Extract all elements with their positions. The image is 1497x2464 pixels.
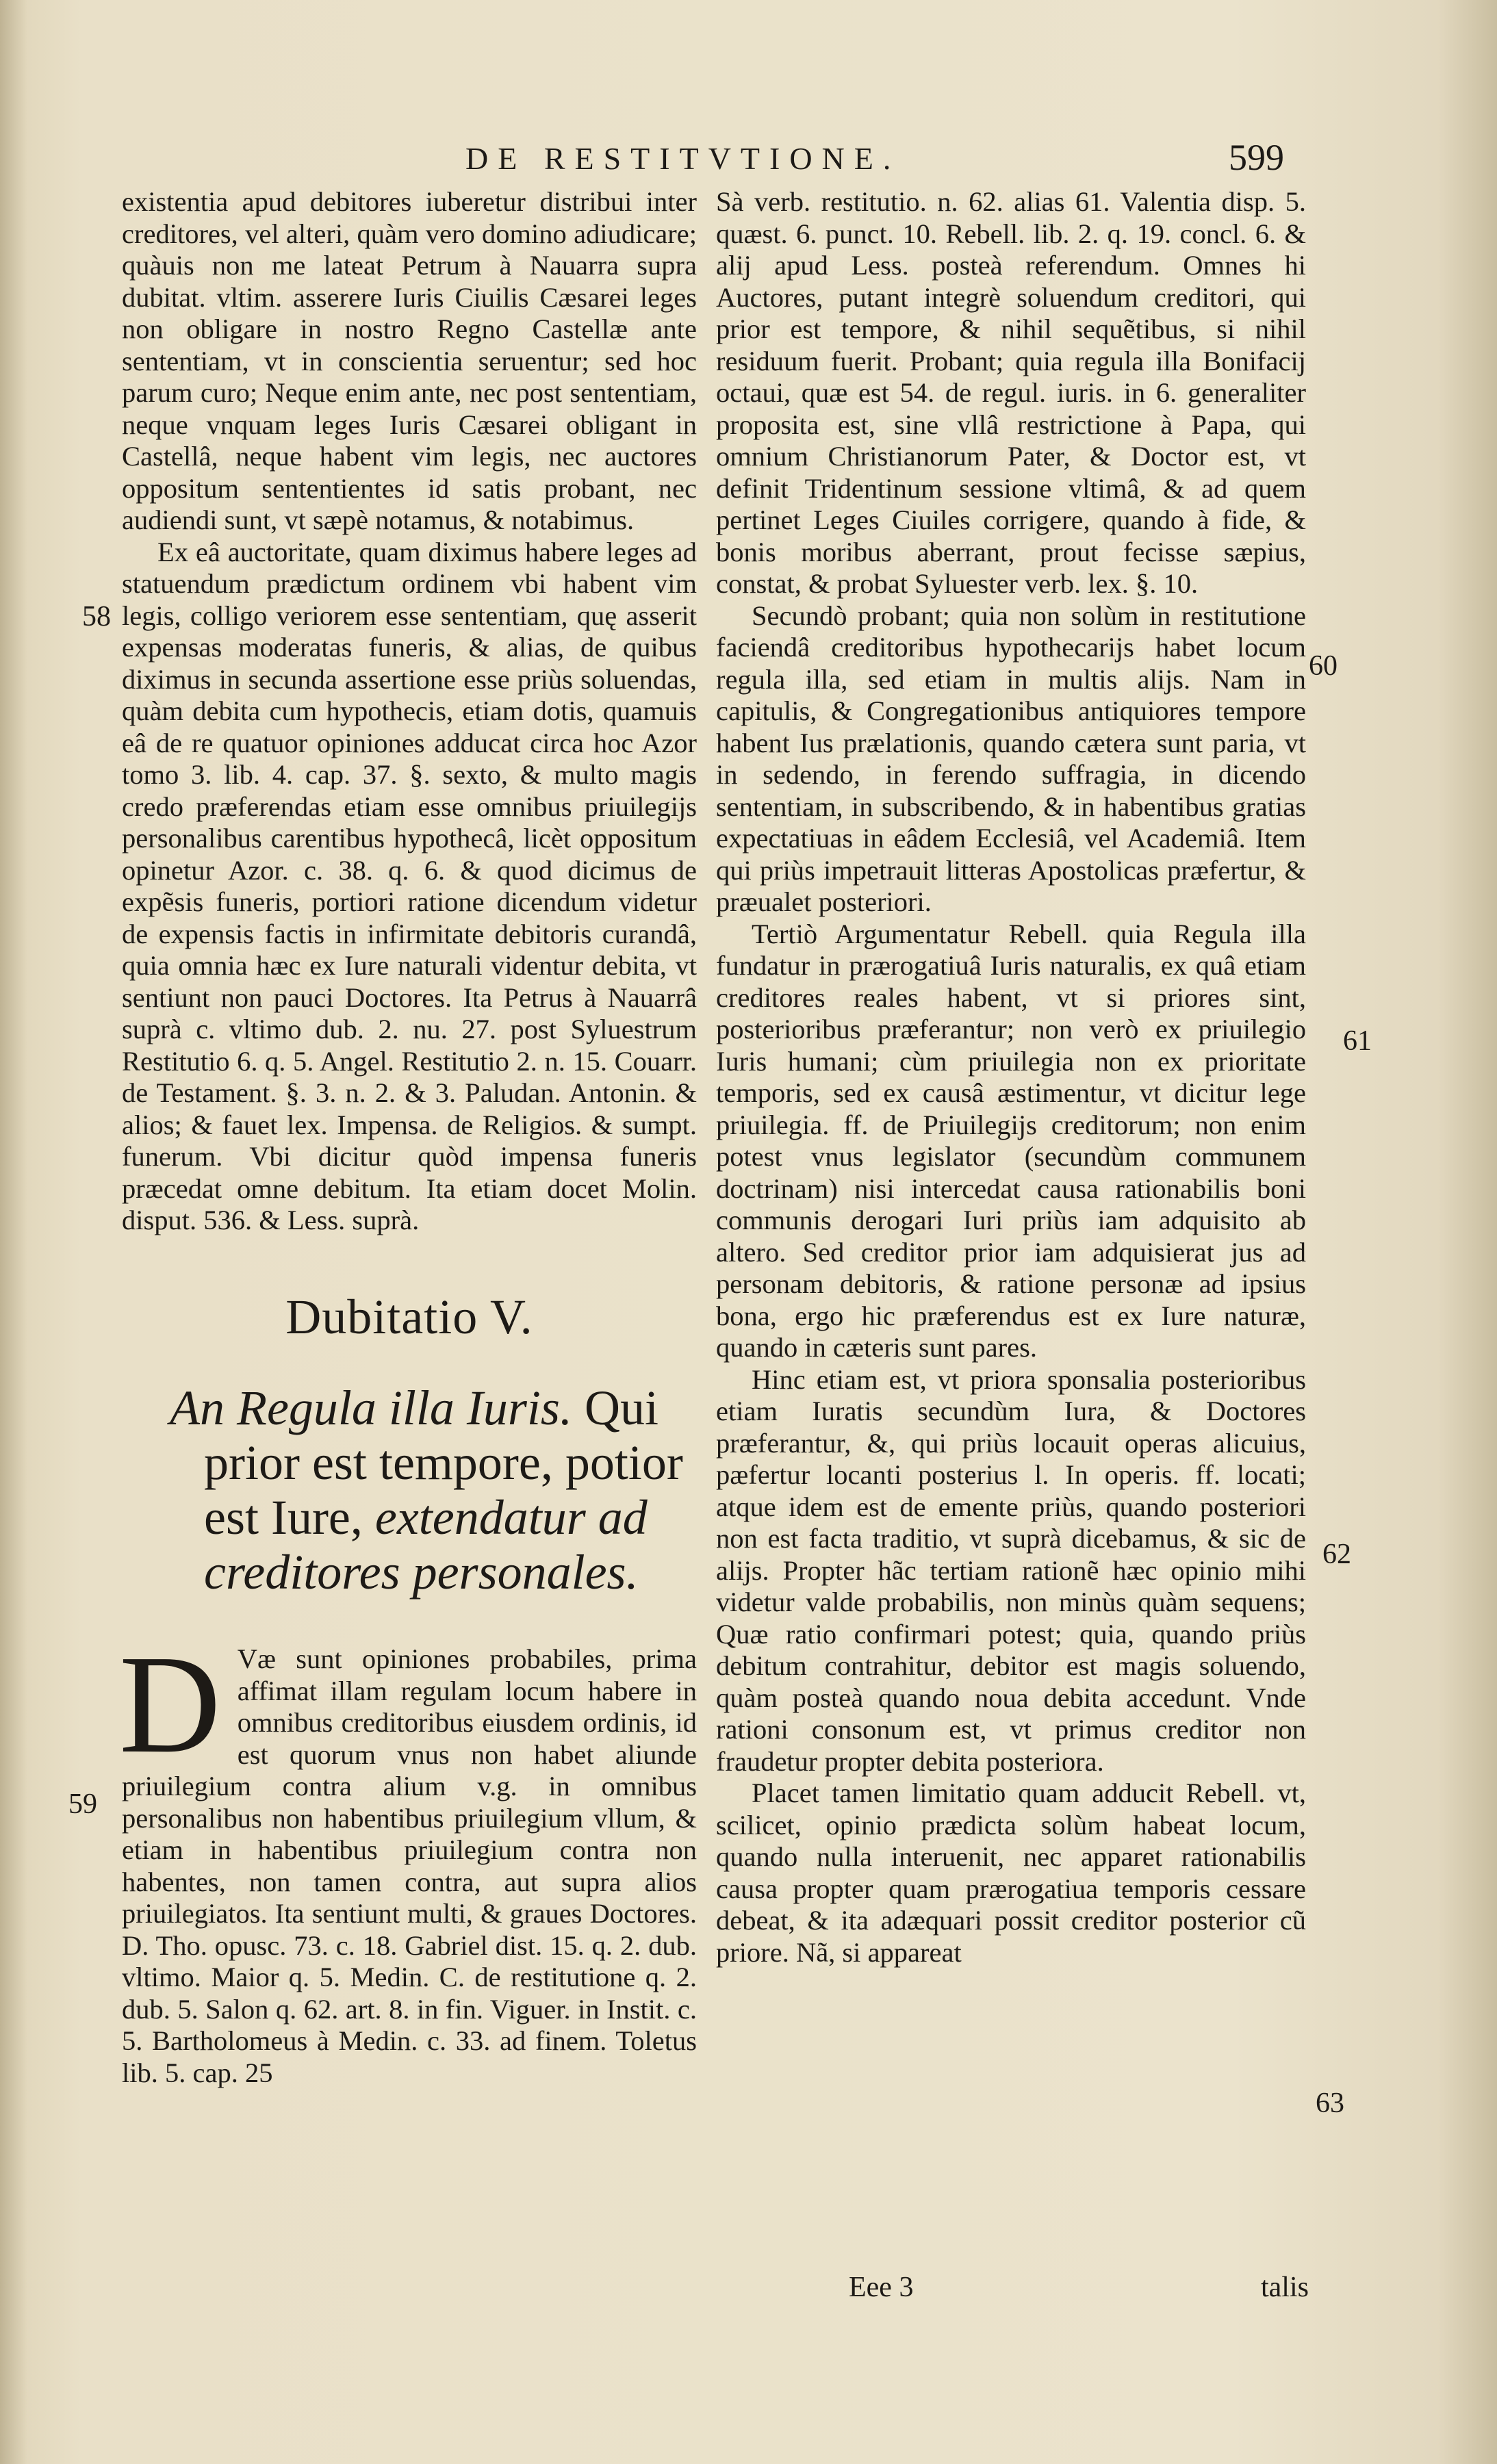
running-title: DE RESTITVTIONE. bbox=[465, 141, 901, 176]
page-header bbox=[0, 137, 1497, 188]
right-paragraph-2: Secundò probant; quia non solùm in restitutione faciendâ creditoribus hypothecarijs habet locum regula illa, sed etiam in multis alijs. Nam in capitulis, & Congregationibus antiquiores tempore habent Ius prælationis, quando cætera sunt paria, vt in sedendo, in ferendo suffragia, in dicendo sententiam, in subscribendo, & in habentibus gratias expectatiuas in eâdem Ecclesiâ, vel Academiâ. Item qui priùs impetrauit litteras Apostolicas præfertur, & præualet posteriori. bbox=[716, 600, 1306, 917]
margin-number-63: 63 bbox=[1316, 2088, 1344, 2119]
margin-number-61: 61 bbox=[1343, 1025, 1372, 1057]
margin-number-62: 62 bbox=[1322, 1539, 1351, 1570]
right-column bbox=[716, 186, 1306, 1968]
question-part-3: extendatur ad creditores personales. bbox=[204, 1490, 648, 1600]
margin-number-60: 60 bbox=[1309, 650, 1338, 682]
opening-paragraph bbox=[119, 1626, 697, 2089]
left-paragraph-2: Ex eâ auctoritate, quam diximus habere leges ad statuendum prædictum ordinem vbi habent vim legis, colligo veriorem esse sententiam, quę asserit expensas moderatas funeris, & alias, de quibus diximus in secunda assertione esse priùs soluendas, quàm debita cum hypothecis, etiam dotis, quamuis eâ de re quatuor opiniones adducat circa hoc Azor tomo 3. lib. 4. cap. 37. §. sexto, & multo magis credo præferendas etiam esse omnibus priuilegijs personalibus carentibus hypothecâ, licèt oppositum opinetur Azor. c. 38. q. 6. & quod dicimus de expẽsis funeris, portiori ratione dicendum videtur de expensis factis in infirmitate debitoris curandâ, quia omnia hæc ex Iure naturali videntur debita, vt sentiunt non pauci Doctores. Ita Petrus à Nauarrâ suprà c. vltimo dub. 2. nu. 27. post Syluestrum Restitutio 6. q. 5. Angel. Restitutio 2. n. 15. Couarr. de Testament. §. 3. n. 2. & 3. Paludan. Antonin. & alios; & fauet lex. Impensa. de Religios. & sumpt. funerum. Vbi dicitur quòd impensa funeris præcedat omne debitum. Ita etiam docet Molin. disput. 536. & Less. suprà. bbox=[122, 536, 697, 1235]
signature-mark: Eee 3 bbox=[849, 2272, 914, 2303]
drop-capital: D bbox=[119, 1626, 221, 1782]
right-paragraph-4: Hinc etiam est, vt priora sponsalia posterioribus etiam Iuratis secundùm Iura, & Doctores præferantur, &, qui priùs locauit operas alicuius, pæfertur locanti posterius l. In operis. ff. locati; atque idem est de emente priùs, quando posteriori non est facta traditio, vt suprà dicebamus, & sic de alijs. Propter hãc tertiam rationẽ hæc opinio mihi videtur valde probabilis, non minùs quàm sequens; Quæ ratio confirmari potest; quia, quando priùs debitum contrahitur, debitor est magis soluendo, quàm posteà quando noua debita accedunt. Vnde rationi consonum est, vt primus creditor non fraudetur propter debita posteriora. bbox=[716, 1363, 1306, 1777]
right-paragraph-3: Tertiò Argumentatur Rebell. quia Regula illa fundatur in prærogatiuâ Iuris naturalis, ex quâ etiam creditores reales habent, vt si priores sint, posterioribus præferantur; non verò ex priuilegio Iuris humani; cùm priuilegia non ex prioritate temporis, sed ex causâ æstimentur, vt dicitur lege priuilegia. ff. de Priuilegijs creditorum; non enim potest vnus legislator (secundùm communem doctrinam) nisi intercedat causa rationabilis boni communis derogari Iuri priùs iam adquisito ab altero. Sed creditor prior iam adquisierat jus ad personam debitoris, & ratione personæ ad ipsius bona, ergo hic præferendus est ex Iure naturæ, quando in cæteris sunt pares. bbox=[716, 918, 1306, 1363]
left-column bbox=[119, 186, 697, 2089]
page-number: 599 bbox=[1229, 137, 1284, 178]
left-paragraph-1: existentia apud debitores iuberetur distribui inter creditores, vel alteri, quàm vero domino adiudicare; quàuis non me lateat Petrum à Nauarra supra dubitat. vltim. asserere Iuris Ciuilis Cæsarei leges non obligare in nostro Regno Castellæ ante sententiam, vt in conscientia seruentur; sed hoc parum curo; Neque enim ante, nec post sententiam, neque vnquam leges Iuris Cæsarei obligant in Castellâ, neque habent vim legis, nec auctores oppositum sententientes id satis probant, nec audiendi sunt, vt sæpè notamus, & notabimus. bbox=[122, 186, 697, 535]
margin-number-58: 58 bbox=[82, 601, 111, 632]
margin-number-59: 59 bbox=[68, 1788, 97, 1820]
section-heading: Dubitatio V. bbox=[285, 1289, 533, 1344]
left-paragraph-3: Væ sunt opiniones probabiles, prima affimat illam regulam locum habere in omnibus creditoribus eiusdem ordinis, id est quorum vnus non habet aliunde priuilegium contra alium v.g. in omnibus personalibus non habentibus priuilegium vllum, & etiam in habentibus priuilegium contra non habentes, non tamen contra, aut supra alios priuilegiatos. Ita sentiunt multi, & graues Doctores. D. Tho. opusc. 73. c. 18. Gabriel dist. 15. q. 2. dub. vltimo. Maior q. 5. Medin. C. de restitutione q. 2. dub. 5. Salon q. 62. art. 8. in fin. Viguer. in Instit. c. 5. Bartholomeus à Medin. c. 33. ad finem. Toletus lib. 5. cap. 25 bbox=[122, 1643, 697, 2088]
right-paragraph-5: Placet tamen limitatio quam adducit Rebell. vt, scilicet, opinio prædicta solùm habeat locum, quando nulla interuenit, nec apparet rationabilis causa propter quam prærogatiua temporis cessare debeat, & ita adæquari possit creditor posterior cũ priore. Nã, si appareat bbox=[716, 1778, 1306, 1968]
question-part-2: Qui prior est tempore, potior est Iure, bbox=[204, 1381, 683, 1545]
right-paragraph-1: Sà verb. restitutio. n. 62. alias 61. Valentia disp. 5. quæst. 6. punct. 10. Rebell. lib. 2. q. 19. concl. 6. & alij apud Less. posteà referendum. Omnes hi Auctores, putant integrè soluendum creditori, qui prior est tempore, & nihil sequẽtibus, si nihil residuum fuerit. Probant; quia regula illa Bonifacij octaui, quæ est 54. de regul. iuris. in 6. generaliter proposita est, sine vllâ restrictione à Papa, qui omnium Christianorum Pater, & Doctor est, vt definit Tridentinum sessione vltimâ, & ad quem pertinet Leges Ciuiles corrigere, quando à fide, & bonis moribus aberrant, prout fecisse sæpius, constat, & probat Syluester verb. lex. §. 10. bbox=[716, 186, 1306, 599]
catchword: talis bbox=[1261, 2272, 1309, 2303]
question-part-1: An Regula illa Iuris. bbox=[170, 1381, 572, 1435]
question-title bbox=[170, 1381, 697, 1600]
